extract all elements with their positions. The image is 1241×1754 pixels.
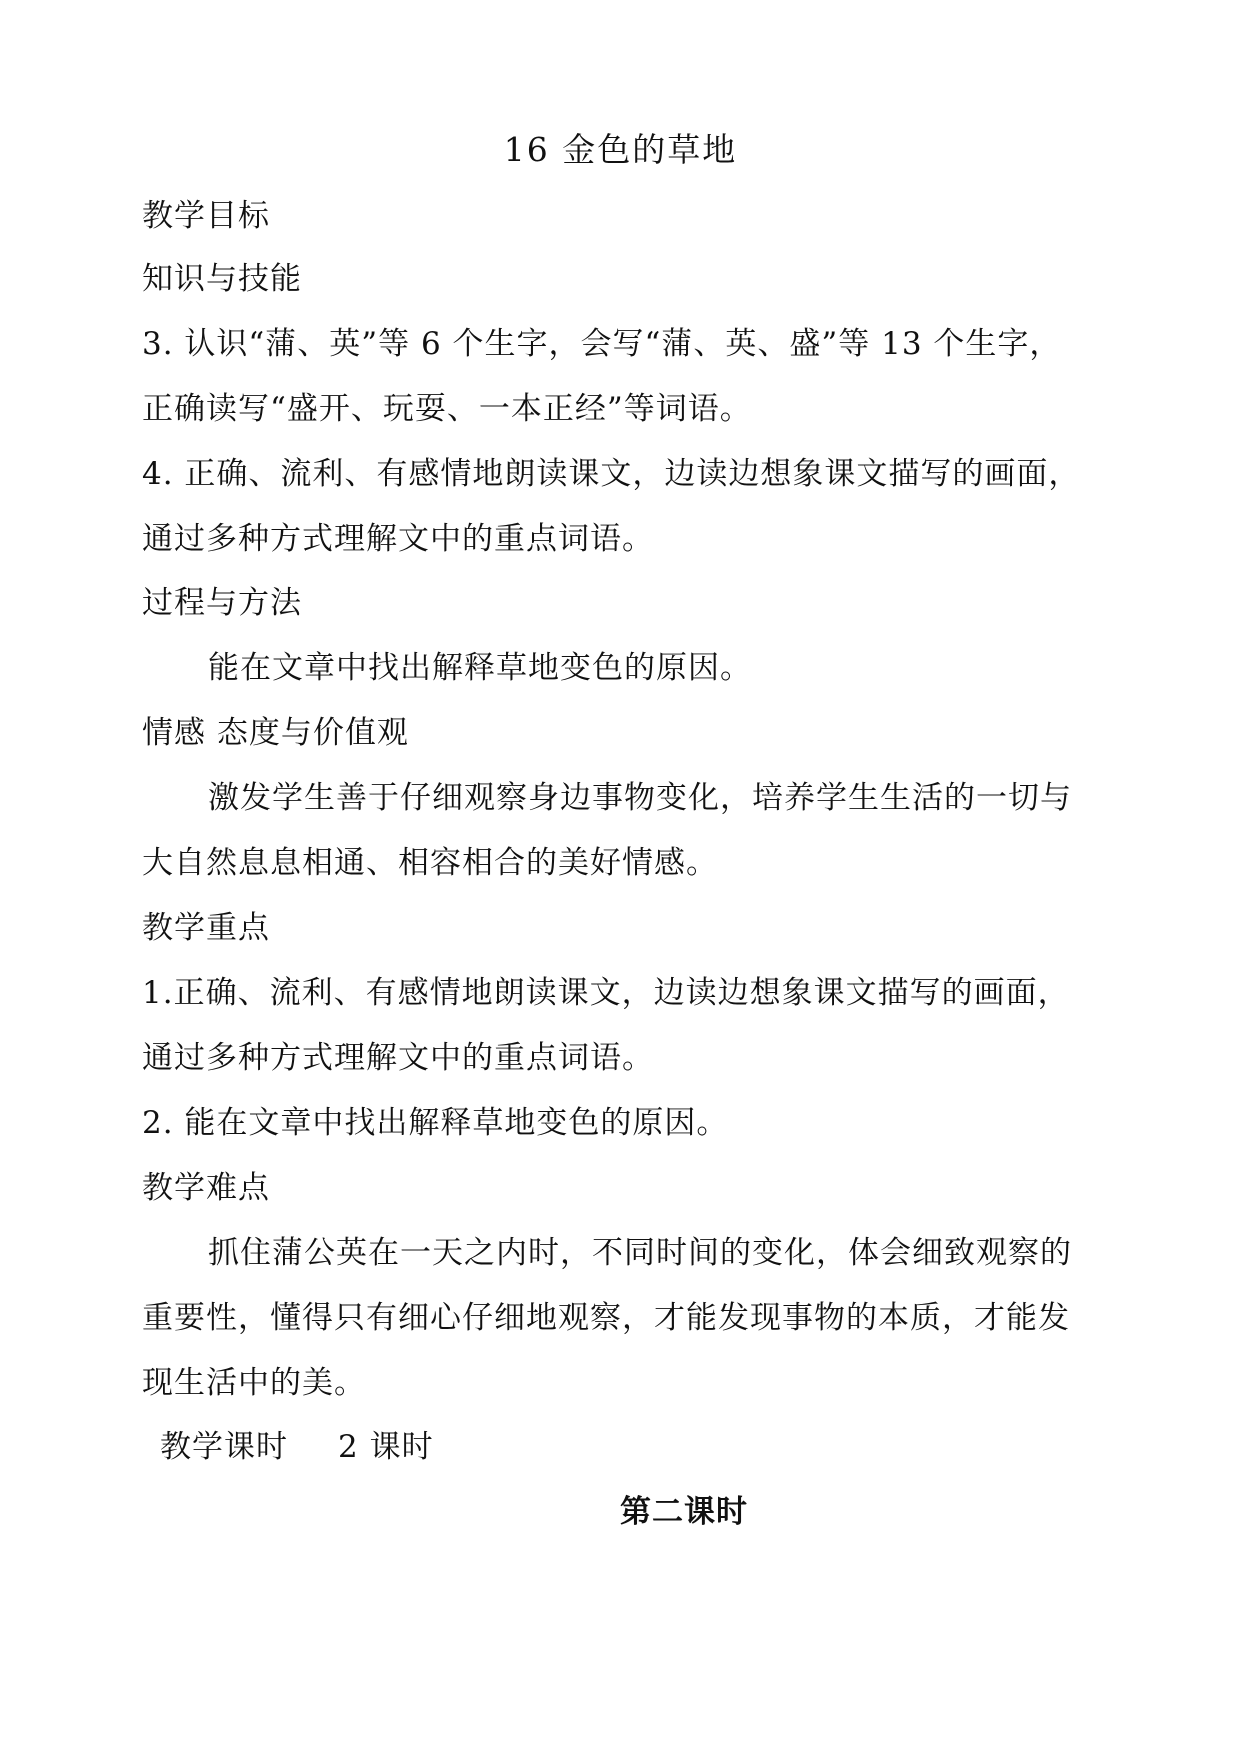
knowledge-item-4-line-1: 4. 正确、流利、有感情地朗读课文，边读边想象课文描写的画面， [142, 456, 1081, 492]
key-point-1-line-1: 1.正确、流利、有感情地朗读课文，边读边想象课文描写的画面， [142, 975, 1070, 1011]
emotion-line-2: 大自然息息相通、相容相合的美好情感。 [142, 845, 718, 881]
process-heading: 过程与方法 [142, 585, 302, 621]
knowledge-heading: 知识与技能 [142, 261, 302, 297]
knowledge-item-3-line-2: 正确读写“盛开、玩耍、一本正经”等词语。 [142, 391, 752, 427]
key-point-1-line-2: 通过多种方式理解文中的重点词语。 [142, 1040, 654, 1076]
difficulty-line-2: 重要性，懂得只有细心仔细地观察，才能发现事物的本质，才能发 [142, 1300, 1070, 1336]
emotion-line-1: 激发学生善于仔细观察身边事物变化，培养学生生活的一切与 [208, 780, 1072, 816]
key-points-heading: 教学重点 [142, 910, 270, 946]
teaching-period [160, 1427, 434, 1467]
key-point-2: 2. 能在文章中找出解释草地变色的原因。 [142, 1105, 729, 1141]
knowledge-item-4-line-2: 通过多种方式理解文中的重点词语。 [142, 521, 654, 557]
session-title: 第二课时 [620, 1494, 748, 1530]
emotion-heading: 情感 态度与价值观 [142, 715, 409, 751]
difficulty-line-1: 抓住蒲公英在一天之内时，不同时间的变化，体会细致观察的 [208, 1235, 1072, 1271]
knowledge-item-3-line-1: 3. 认识“蒲、英”等 6 个生字，会写“蒲、英、盛”等 13 个生字， [142, 326, 1062, 362]
difficulty-line-3: 现生活中的美。 [142, 1365, 366, 1401]
objectives-heading: 教学目标 [142, 198, 270, 234]
difficulty-heading: 教学难点 [142, 1170, 270, 1206]
process-text: 能在文章中找出解释草地变色的原因。 [208, 650, 752, 686]
page-title: 16 金色的草地 [503, 130, 738, 169]
period-value: 2 课时 [338, 1429, 434, 1465]
period-label: 教学课时 [160, 1429, 288, 1465]
